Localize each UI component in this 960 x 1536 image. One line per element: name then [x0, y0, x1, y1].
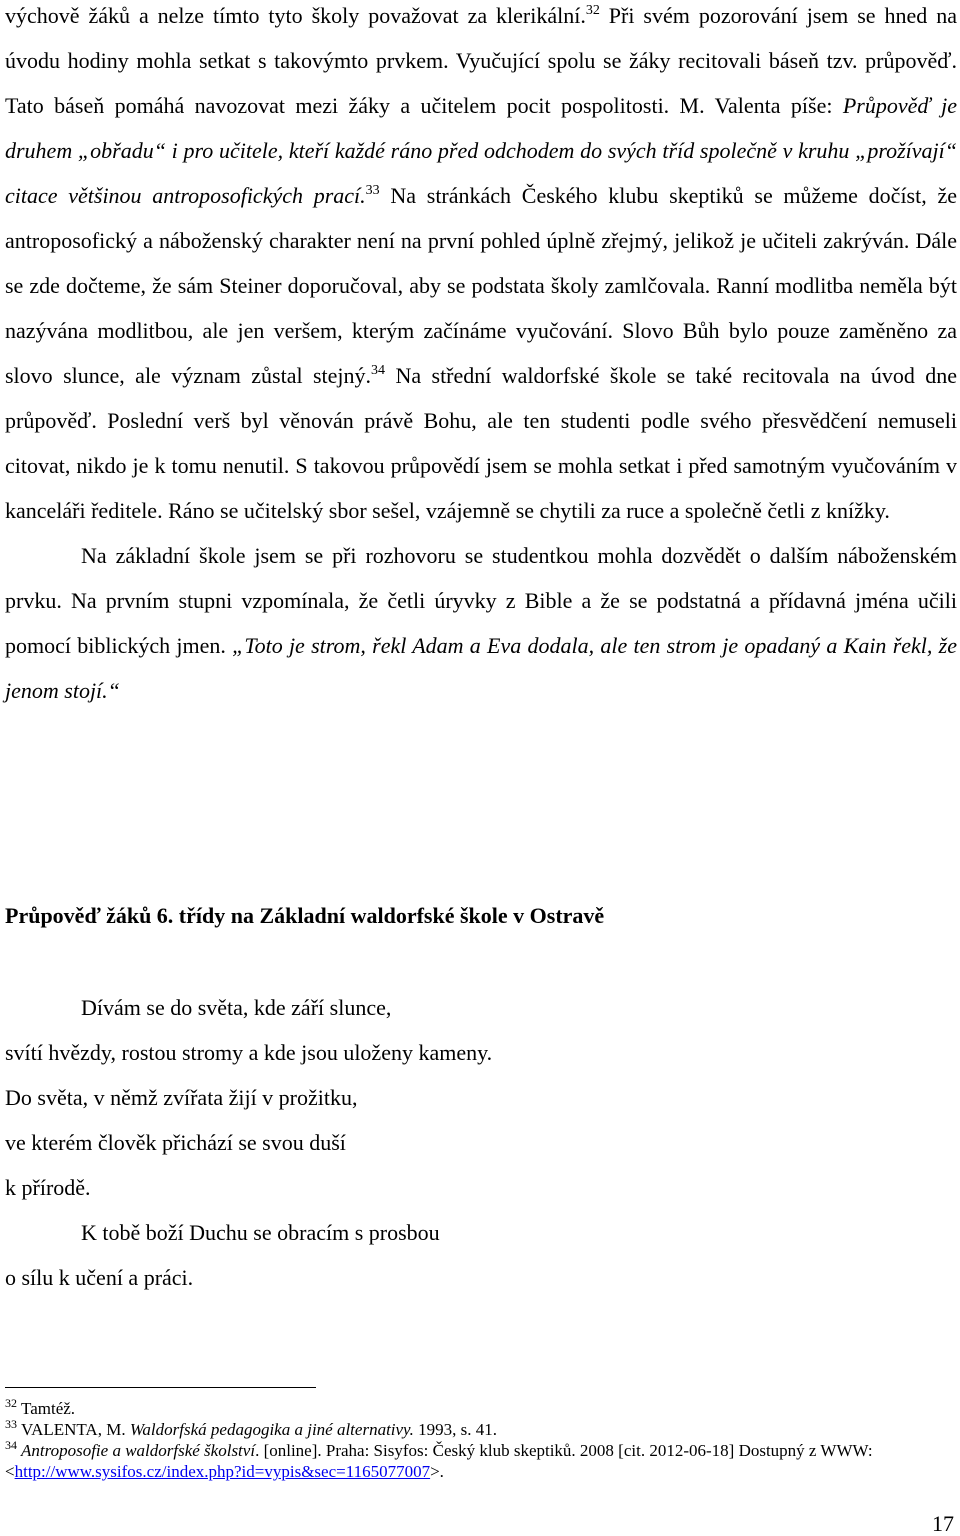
valenta-quote: Průpověď je druhem „obřadu“ i pro učitele, kteří každé ráno před odchodem do svých tříd společně v kruhu „prožívají“ citace většinou antroposofických prací.: [5, 93, 957, 208]
footnote-separator: [5, 1387, 316, 1388]
footnote-ref-33[interactable]: 33: [365, 183, 380, 198]
poem-line: Do světa, v němž zvířata žijí v prožitku,: [5, 1085, 358, 1110]
footnote-text: 1993, s. 41.: [413, 1420, 498, 1439]
footnote-number: 32: [5, 1396, 17, 1410]
paragraph-text: Při svém pozorování jsem se hned na úvodu hodiny mohla setkat s takovýmto prvkem. Vyučující spolu se žáky recitovali báseň tzv. průpověď. Tato báseň pomáhá navozovat mezi žáky a učitelem pocit pospolitosti. M. Valenta píše:: [5, 3, 957, 118]
page-number: 17: [932, 1511, 954, 1536]
footnote-text: . [online]. Praha: Sisyfos: Český klub skeptiků. 2008 [cit. 2012-06-18] Dostupný z WWW: <: [5, 1441, 873, 1481]
footnote-33: [5, 1419, 957, 1440]
footnotes: [5, 1398, 957, 1482]
section-heading: Průpověď žáků 6. třídy na Základní waldorfské škole v Ostravě: [5, 903, 605, 928]
poem-line: ve kterém člověk přichází se svou duší: [5, 1130, 346, 1155]
poem-line: o sílu k učení a práci.: [5, 1265, 194, 1290]
paragraph-text: Na stránkách Českého klubu skeptiků se můžeme dočíst, že antroposofický a náboženský charakter není na první pohled úplně zřejmý, jelikož je učiteli zakrýván. Dále se zde dočteme, že sám Steiner doporučoval, aby se podstata školy zamlčovala. Ranní modlitba neměla být nazývána modlitbou, ale jen veršem, kterým začínáme vyučování. Slovo Bůh bylo pouze zaměněno za slovo slunce, ale význam zůstal stejný.: [5, 183, 957, 388]
footnote-number: 33: [5, 1417, 17, 1431]
paragraph-text: Na střední waldorfské škole se také recitovala na úvod dne průpověď. Poslední verš byl věnován právě Bohu, ale ten studenti podle svého přesvědčení nemuseli citovat, nikdo je k tomu nenutil. S takovou průpovědí jsem se mohla setkat i před samotným vyučováním v kanceláři ředitele. Ráno se učitelský sbor sešel, vzájemně se chytili za ruce a společně četli z knížky.: [5, 363, 957, 523]
poem-line: k přírodě.: [5, 1175, 91, 1200]
footnote-author: VALENTA, M.: [21, 1420, 130, 1439]
footnote-text: >.: [430, 1462, 444, 1481]
document-page: [5, 0, 957, 1536]
footnote-34: [5, 1440, 957, 1482]
poem-line: svítí hvězdy, rostou stromy a kde jsou uloženy kameny.: [5, 1040, 493, 1065]
poem: [5, 985, 492, 1300]
footnote-title: Waldorfská pedagogika a jiné alternativy.: [129, 1420, 414, 1439]
poem-line: Dívám se do světa, kde září slunce,: [81, 995, 392, 1020]
poem-line: K tobě boží Duchu se obracím s prosbou: [81, 1220, 440, 1245]
footnote-ref-32[interactable]: 32: [585, 3, 600, 18]
footnote-title: Antroposofie a waldorfské školství: [21, 1441, 256, 1460]
body-paragraph-2: [5, 533, 957, 713]
footnote-number: 34: [5, 1438, 17, 1452]
footnote-ref-34[interactable]: 34: [371, 363, 386, 378]
footnote-text: Tamtéž.: [21, 1399, 76, 1418]
footnote-link[interactable]: http://www.sysifos.cz/index.php?id=vypis&sec=1165077007: [14, 1462, 431, 1481]
footnote-32: [5, 1398, 957, 1419]
paragraph-text: výchově žáků a nelze tímto tyto školy považovat za klerikální.: [5, 3, 586, 28]
body-paragraph-1: [5, 0, 957, 533]
paragraph-text: Na základní škole jsem se při rozhovoru se studentkou mohla dozvědět o dalším náboženském prvku. Na prvním stupni vzpomínala, že četli úryvky z Bible a že se podstatná a přídavná jména učili pomocí biblických jmen.: [5, 543, 957, 658]
student-quote: „Toto je strom, řekl Adam a Eva dodala, ale ten strom je opadaný a Kain řekl, že jenom stojí.“: [5, 633, 957, 703]
